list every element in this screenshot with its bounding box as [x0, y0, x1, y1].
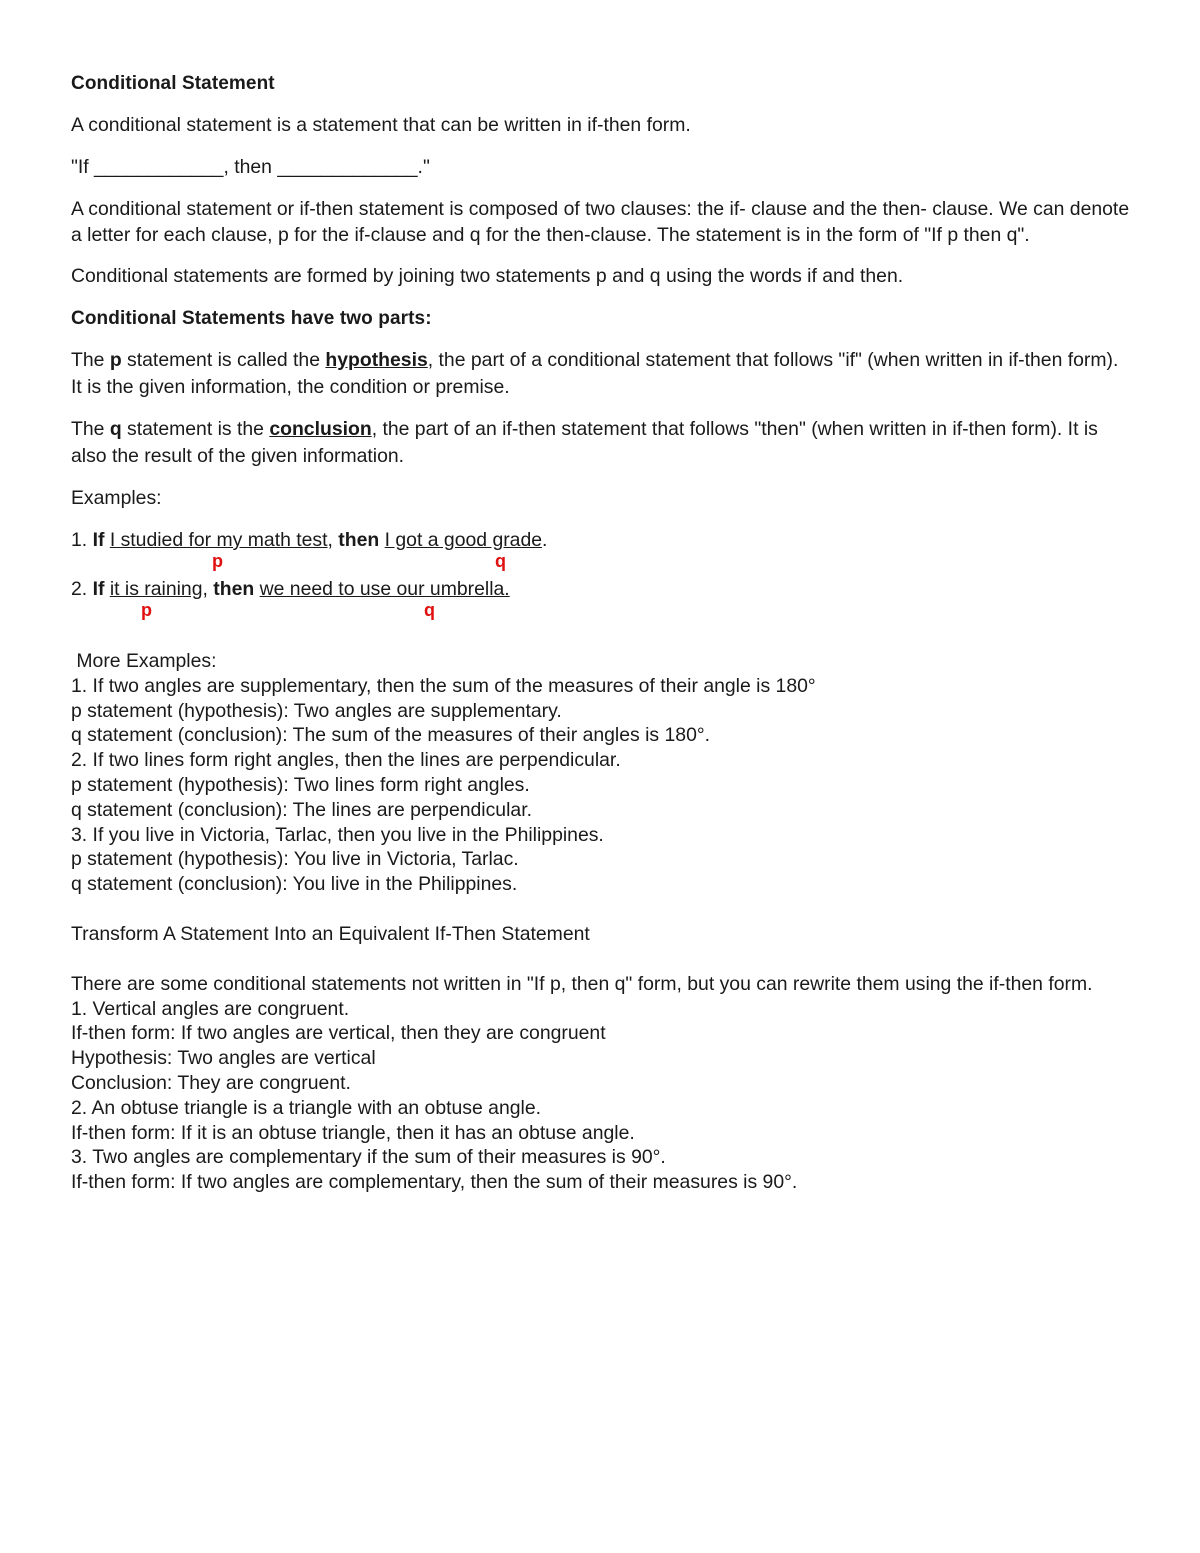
more-examples-block: [71, 649, 1131, 1195]
example-1-end: .: [542, 529, 548, 551]
example-1-sep: ,: [327, 529, 339, 551]
more-example-line: 2. If two lines form right angles, then the lines are perpendicular.: [71, 749, 621, 772]
hypothesis-letter: p: [109, 349, 122, 371]
more-examples-label: More Examples:: [71, 650, 217, 672]
example-2-number: 2.: [71, 578, 93, 600]
hypothesis-paragraph: [71, 347, 1131, 401]
conclusion-post: , the part of an if-then statement that follows "then" (when written in if-then form). It is also the result of the given information.: [71, 418, 1098, 467]
hypothesis-post: , the part of a conditional statement that follows "if" (when written in if-then form). It is the given information, the condition or premise.: [71, 349, 1119, 398]
example-1-if: If: [92, 529, 105, 551]
transform-line: If-then form: If two angles are vertical, then they are congruent: [71, 1022, 606, 1045]
hypothesis-term: hypothesis: [325, 349, 428, 371]
joining-paragraph: Conditional statements are formed by joining two statements p and q using the words if and then.: [71, 265, 904, 287]
more-example-line: q statement (conclusion): You live in the Philippines.: [71, 873, 518, 896]
transform-heading: Transform A Statement Into an Equivalent If-Then Statement: [71, 922, 590, 945]
hypothesis-pre: The: [71, 349, 110, 371]
more-example-line: 3. If you live in Victoria, Tarlac, then you live in the Philippines.: [71, 823, 604, 846]
conclusion-term: conclusion: [269, 418, 372, 440]
example-2-p-label: p: [141, 600, 152, 620]
transform-line: 1. Vertical angles are congruent.: [71, 997, 350, 1020]
two-parts-heading: Conditional Statements have two parts:: [71, 308, 432, 329]
example-1: [71, 527, 1131, 554]
examples-label: Examples:: [71, 487, 162, 509]
example-2-q-label: q: [424, 600, 435, 620]
transform-line: 3. Two angles are complementary if the sum of their measures is 90°.: [71, 1146, 666, 1169]
example-2-labels: [71, 600, 1131, 625]
transform-line: 2. An obtuse triangle is a triangle with an obtuse angle.: [71, 1096, 541, 1119]
conclusion-pre: The: [71, 418, 110, 440]
transform-line: Conclusion: They are congruent.: [71, 1071, 351, 1094]
example-2-sep: ,: [202, 578, 214, 600]
hypothesis-mid: statement is called the: [121, 349, 326, 371]
conclusion-mid: statement is the: [121, 418, 270, 440]
example-1-labels: [71, 551, 1131, 576]
more-example-line: 1. If two angles are supplementary, then the sum of the measures of their angle is 180°: [71, 674, 816, 697]
example-1-then: then: [338, 529, 380, 551]
conclusion-paragraph: [71, 416, 1131, 470]
example-1-p-label: p: [212, 551, 223, 571]
document-page: [71, 70, 1131, 1195]
page-title: Conditional Statement: [71, 73, 275, 94]
more-example-line: q statement (conclusion): The lines are perpendicular.: [71, 798, 532, 821]
transform-intro: There are some conditional statements not written in "If p, then q" form, but you can rewrite them using the if-then form.: [71, 972, 1093, 995]
more-example-line: p statement (hypothesis): Two lines form right angles.: [71, 773, 530, 796]
example-2-hypothesis: it is raining: [109, 578, 203, 600]
example-1-hypothesis: I studied for my math test: [109, 529, 328, 551]
example-1-number: 1.: [71, 529, 93, 551]
example-2-conclusion: we need to use our umbrella.: [259, 578, 510, 600]
example-1-q-label: q: [495, 551, 506, 571]
clauses-paragraph: A conditional statement or if-then statement is composed of two clauses: the if- clause and the then- clause. We can denote a letter for each clause, p for the if-clause and q for the then-clause. The statement is in the form of "If p then q".: [71, 198, 1130, 246]
template-line: "If ____________, then _____________.": [71, 156, 430, 178]
more-example-line: q statement (conclusion): The sum of the measures of their angles is 180°.: [71, 724, 710, 747]
transform-line: If-then form: If it is an obtuse triangle, then it has an obtuse angle.: [71, 1121, 635, 1144]
intro-paragraph: A conditional statement is a statement that can be written in if-then form.: [71, 114, 691, 136]
example-2-then: then: [213, 578, 255, 600]
transform-line: If-then form: If two angles are complementary, then the sum of their measures is 90°.: [71, 1171, 798, 1194]
example-2-if: If: [92, 578, 105, 600]
transform-line: Hypothesis: Two angles are vertical: [71, 1047, 376, 1070]
more-example-line: p statement (hypothesis): Two angles are supplementary.: [71, 699, 562, 722]
more-example-line: p statement (hypothesis): You live in Victoria, Tarlac.: [71, 848, 519, 871]
example-2: [71, 576, 1131, 603]
conclusion-letter: q: [109, 418, 122, 440]
example-1-conclusion: I got a good grade: [384, 529, 543, 551]
